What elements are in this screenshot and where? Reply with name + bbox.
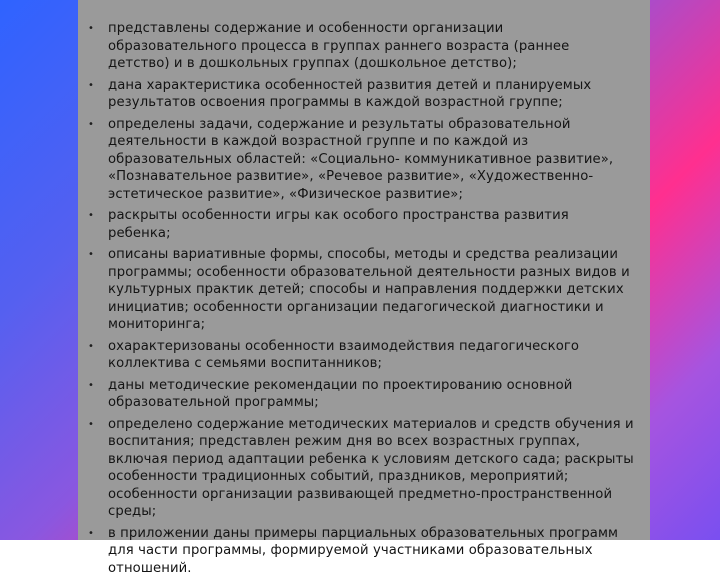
bullet-icon: • — [88, 418, 94, 430]
list-item — [86, 416, 634, 521]
list-item-text: даны методические рекомендации по проектированию основной образовательной программы; — [108, 377, 573, 410]
bullet-icon: • — [88, 249, 94, 260]
list-item-text: раскрыты особенности игры как особого пространства развития ребенка; — [108, 208, 569, 241]
bullet-icon: • — [88, 379, 94, 391]
bullet-icon: • — [88, 527, 94, 539]
list-item-text: охарактеризованы особенности взаимодействия педагогического коллектива с семьями воспитанников; — [108, 338, 580, 371]
list-item-text: определены задачи, содержание и результаты образовательной деятельности в каждой возрастной группе и по каждой из образовательных областей: «Социально- коммуникативное развитие», «Познавательное развитие», «Речевое развитие», «Художественно-эстетическое развитие», «Физическое развитие»; — [108, 116, 614, 202]
bullet-icon: • — [88, 79, 94, 91]
list-item-text: дана характеристика особенностей развития детей и планируемых результатов освоения программы в каждой возрастной группе; — [108, 77, 592, 110]
list-item — [86, 525, 634, 578]
bullet-icon: • — [88, 340, 94, 352]
list-item — [86, 77, 634, 112]
list-item — [86, 377, 634, 412]
list-item-text: представлены содержание и особенности организации образовательного процесса в группах раннего возраста (раннее детство) и в дошкольных группах (дошкольное детство); — [108, 21, 570, 71]
list-item — [86, 246, 634, 334]
bullet-icon: • — [88, 118, 94, 130]
bullet-icon: • — [88, 210, 94, 221]
list-item — [86, 338, 634, 373]
list-item-text: описаны вариативные формы, способы, методы и средства реализации программы; особенности образовательной деятельности разных видов и культурных практик детей; способы и направления поддержки детских инициатив; особенности организации педагогической диагностики и мониторинга; — [108, 247, 630, 332]
bullet-list — [86, 20, 634, 581]
list-item — [86, 116, 634, 204]
bullet-icon: • — [88, 23, 94, 34]
list-item — [86, 207, 634, 242]
list-item-text: определено содержание методических материалов и средств обучения и воспитания; представлен режим дня во всех возрастных группах, включая период адаптации ребенка к условиям детского сада; раскрыты особенности традиционных событий, праздников, мероприятий; особенности организации развивающей предметно-пространственной среды; — [108, 416, 634, 519]
list-item-text: в приложении даны примеры парциальных образовательных программ для части программы, формируемой участниками образовательных отношений. — [108, 525, 619, 576]
list-item — [86, 20, 634, 73]
